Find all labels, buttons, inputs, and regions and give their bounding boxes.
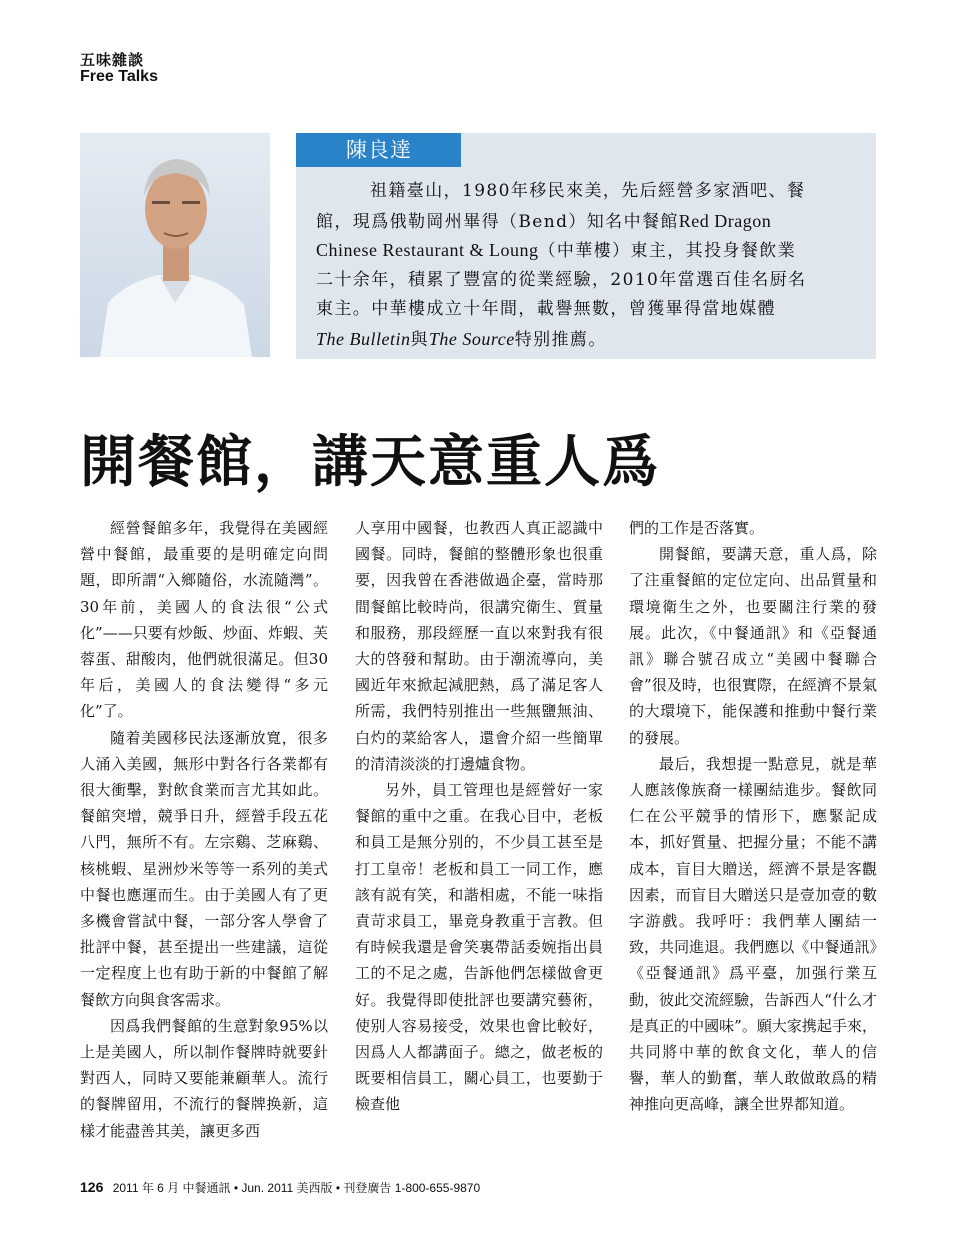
author-name-tab: 陳良達 [296,133,461,167]
paragraph: 隨着美國移民法逐漸放寬，很多人涌入美國，無形中對各行各業都有很大衝擊，對飲食業而言尤其如此。餐館突增，競爭日升，經營手段五花八門，無所不有。左宗鷄、芝麻鷄、核桃蝦、星洲炒米等等一系列的美式中餐也應運而生。由于美國人有了更多機會嘗試中餐，一部分客人學會了批評中餐，甚至提出一些建議，這從一定程度上也有助于新的中餐館了解餐飲方向與食客需求。 [80,728,328,1009]
bio-line: Chinese Restaurant & Loung（中華樓）東主，其投身餐飲業 [316,240,797,261]
paragraph: 經營餐館多年，我覺得在美國經營中餐館，最重要的是明確定向問題，即所謂“入鄉隨俗，水流隨灣”。30年前，美國人的食法很“公式化”——只要有炒飯、炒面、炸蝦、芙蓉蛋、甜酸肉，他們就很滿足。但30年后，美國人的食法變得“多元化”了。 [80,519,328,721]
bio-line: 祖籍臺山，1980年移民來美，先后經營多家酒吧、餐 [370,181,806,201]
paragraph: 開餐館，要講天意，重人爲，除了注重餐館的定位定向、出品質量和環境衛生之外，也要關注行業的發展。此次，《中餐通訊》和《亞餐通訊》聯合號召成立“美國中餐聯合會”很及時，也很實際，在經濟不景氣的大環境下，能保護和推動中餐行業的發展。 [629,545,877,747]
article-column-2 [355,515,603,1118]
paragraph: 最后，我想提一點意見，就是華人應該像族裔一樣團結進步。餐飲同仁在公平競爭的情形下，應緊記成本，抓好質量、把握分量；不能不講成本，盲目大贈送，經濟不景是客觀因素，而盲目大贈送只是壹加壹的數字游戲。我呼吁：我們華人團結一致，共同進退。我們應以《中餐通訊》《亞餐通訊》爲平臺，加强行業互動，彼此交流經驗，告訴西人“什么才是真正的中國味”。願大家携起手來，共同將中華的飲食文化，華人的信譽，華人的勤奮，華人敢做敢爲的精神推向更高峰，讓全世界都知道。 [629,754,877,1114]
footer-text: 2011 年 6 月 中餐通訊 • Jun. 2011 美西版 • 刊登廣告 1-800-655-9870 [112,1181,481,1195]
section-title-chinese: 五味雜談 [80,51,145,69]
article-column-1 [80,515,328,1144]
author-photo [80,133,270,357]
bio-line: 館，現爲俄勒岡州畢得（Bend）知名中餐館Red Dragon [316,210,772,232]
paragraph: 另外，員工管理也是經營好一家餐館的重中之重。在我心目中，老板和員工是無分别的，不少員工甚至是打工皇帝！老板和員工一同工作，應該有説有笑，和諧相處，不能一味指責苛求員工，畢竟身教重于言教。但有時候我還是會笑裏帶話委婉指出員工的不足之處，告訴他們怎樣做會更好。我覺得即使批評也要講究藝術，使别人容易接受，效果也會比較好，因爲人人都講面子。總之，做老板的既要相信員工，關心員工，也要勤于檢查他 [355,781,603,1114]
section-title-english: Free Talks [80,68,158,85]
bio-line: The Bulletin與The Source特别推薦。 [316,328,607,350]
page-number: 126 [80,1179,104,1195]
author-bio [316,177,862,354]
paragraph: 人享用中國餐，也教西人真正認識中國餐。同時，餐館的整體形象也很重要，因我曾在香港做過企臺，當時那間餐館比較時尚，很講究衛生、質量和服務，那段經歷一直以來對我有很大的啓發和幫助。由于潮流導向，美國近年來掀起減肥熱，爲了滿足客人所需，我們特别推出一些無鹽無油、白灼的菜給客人，還會介紹一些簡單的清清淡淡的打邊爐食物。 [355,519,603,773]
paragraph: 因爲我們餐館的生意對象95%以上是美國人，所以制作餐牌時就要針對西人，同時又要能兼顧華人。流行的餐牌留用，不流行的餐牌换新，這樣才能盡善其美，讓更多西 [80,1016,328,1140]
bio-line: 二十余年，積累了豐富的從業經驗，2010年當選百佳名厨名 [316,269,807,290]
bio-line: 東主。中華樓成立十年間，載譽無數，曾獲畢得當地媒體 [316,299,776,319]
article-title: 開餐館，講天意重人爲 [80,429,660,495]
page-footer [80,1179,480,1196]
paragraph: 們的工作是否落實。 [629,519,765,537]
article-column-3 [629,515,877,1118]
